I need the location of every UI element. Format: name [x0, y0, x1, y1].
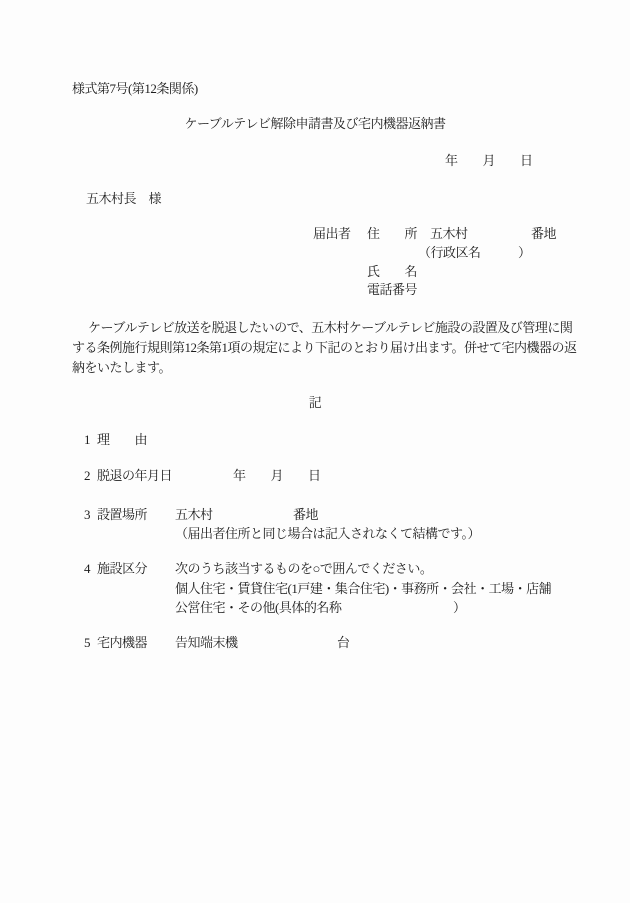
item-3-location-value: 五木村	[175, 507, 213, 522]
date-line: 年 月 日	[445, 153, 533, 168]
item-2-number: 2	[84, 468, 90, 483]
body-paragraph-line-1: ケーブルテレビ放送を脱退したいので、五木村ケーブルテレビ施設の設置及び管理に関	[88, 320, 573, 335]
item-3-note: （届出者住所と同じ場合は記入されなくて結構です。）	[175, 526, 480, 541]
recipient-line: 五木村長 様	[86, 191, 162, 206]
ki-heading: 記	[308, 395, 322, 410]
declarant-phone-label: 電話番号	[367, 282, 418, 297]
item-3-number: 3	[84, 507, 90, 522]
item-4-options-line: 個人住宅・賃貸住宅(1戸建・集合住宅)・事務所・会社・工場・店舗	[175, 581, 552, 596]
item-5-unit-suffix: 台	[337, 635, 350, 650]
item-3-location-suffix: 番地	[293, 507, 319, 522]
declarant-address-value: 五木村	[430, 226, 468, 241]
body-paragraph-line-3: 納をいたします。	[72, 360, 171, 375]
item-5-number: 5	[84, 635, 90, 650]
item-4-close-paren: ）	[453, 600, 466, 615]
body-paragraph-line-2: する条例施行規則第12条第1項の規定により下記のとおり届け出ます。併せて宅内機器の返	[72, 340, 577, 355]
item-4-instruction: 次のうち該当するものを○で囲んでください。	[175, 561, 433, 576]
form-number: 様式第7号(第12条関係)	[72, 81, 198, 96]
declarant-address-label: 住 所	[367, 226, 418, 241]
item-5-label: 宅内機器	[97, 635, 148, 650]
declarant-name-label: 氏 名	[367, 264, 418, 279]
item-2-label: 脱退の年月日	[97, 468, 173, 483]
item-1-label: 理 由	[97, 432, 148, 447]
item-4-other-option: 公営住宅・その他(具体的名称	[175, 600, 342, 615]
item-2-date-blanks: 年 月 日	[233, 468, 321, 483]
item-5-device-name: 告知端末機	[175, 635, 238, 650]
declarant-district-line: （行政区名 ）	[418, 245, 531, 260]
item-1-number: 1	[84, 432, 90, 447]
item-3-label: 設置場所	[97, 507, 148, 522]
declarant-address-suffix: 番地	[531, 226, 557, 241]
declarant-label: 届出者	[313, 226, 351, 241]
item-4-label: 施設区分	[97, 561, 148, 576]
item-4-number: 4	[84, 561, 90, 576]
document-title: ケーブルテレビ解除申請書及び宅内機器返納書	[184, 116, 446, 131]
